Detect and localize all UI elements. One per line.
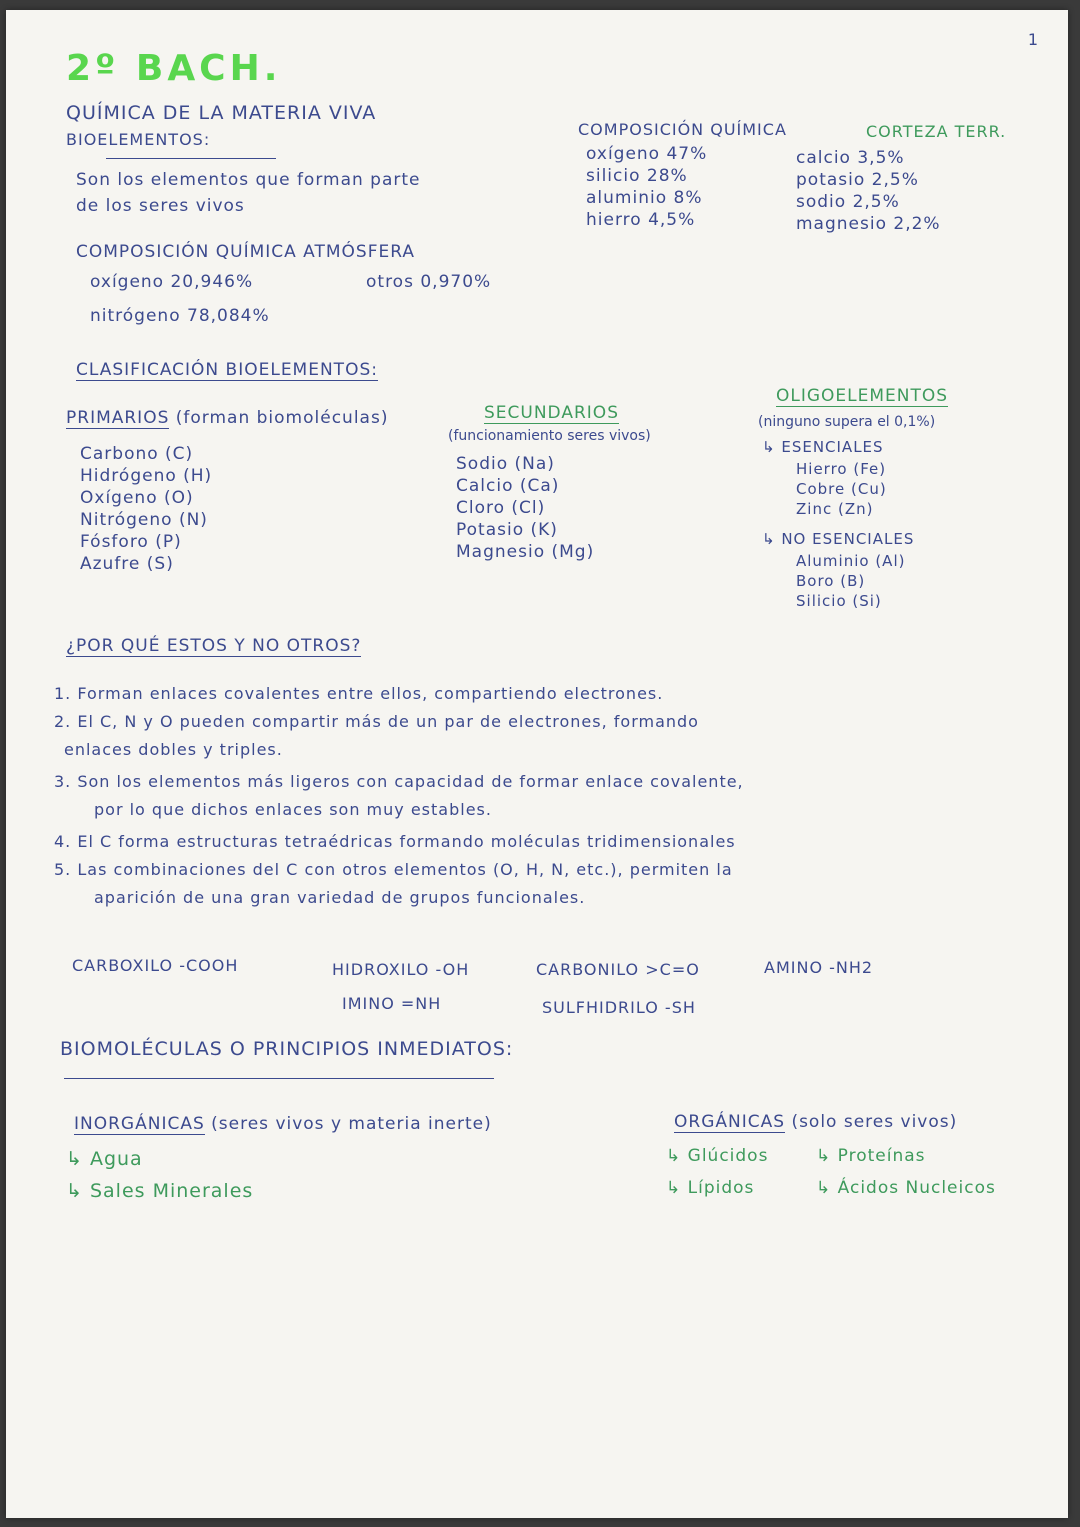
- corteza-list-2: [796, 148, 941, 236]
- list-item: Magnesio (Mg): [456, 542, 595, 562]
- list-item: Sodio (Na): [456, 454, 555, 474]
- reason-item: 1. Forman enlaces covalentes entre ellos, compartiendo electrones.: [54, 684, 664, 703]
- no-esenciales-list: [796, 552, 905, 612]
- list-item: Calcio (Ca): [456, 476, 560, 496]
- page-number: 1: [1027, 30, 1038, 49]
- organicas-note: (solo seres vivos): [791, 1112, 958, 1132]
- list-item: ↳ Glúcidos: [666, 1146, 769, 1166]
- main-heading: QUÍMICA DE LA MATERIA VIVA: [66, 102, 377, 124]
- reason-item: 5. Las combinaciones del C con otros elementos (O, H, N, etc.), permiten la: [54, 860, 733, 879]
- esenciales-label: ↳ ESENCIALES: [762, 438, 884, 456]
- reason-item: enlaces dobles y triples.: [64, 740, 283, 759]
- grupo-carbonilo: CARBONILO >C=O: [536, 960, 700, 979]
- list-item: Carbono (C): [80, 444, 194, 464]
- grupo-sulfhidrilo: SULFHIDRILO -SH: [542, 998, 696, 1017]
- primarios-title: PRIMARIOS: [66, 408, 170, 428]
- primarios-list: [80, 444, 212, 576]
- bioelementos-definition-2: de los seres vivos: [76, 196, 245, 216]
- list-item: oxígeno 47%: [586, 144, 708, 164]
- list-item: Oxígeno (O): [80, 488, 194, 508]
- notebook-page: [6, 10, 1068, 1518]
- bioelementos-definition-1: Son los elementos que forman parte: [76, 170, 421, 190]
- grupo-imino: IMINO =NH: [342, 994, 442, 1013]
- list-item: hierro 4,5%: [586, 210, 696, 230]
- list-item: Hierro (Fe): [796, 460, 887, 478]
- atmosfera-otros: otros 0,970%: [366, 272, 492, 292]
- corteza-title-1: COMPOSICIÓN QUÍMICA: [578, 120, 787, 139]
- inorganicas-list: [66, 1148, 253, 1212]
- secundarios-list: [456, 454, 594, 564]
- clasificacion-title: CLASIFICACIÓN BIOELEMENTOS:: [76, 360, 378, 380]
- secundarios-title: SECUNDARIOS: [484, 403, 619, 423]
- organicas-list-1: [666, 1146, 768, 1210]
- reason-item: por lo que dichos enlaces son muy estables.: [94, 800, 492, 819]
- reason-item: 3. Son los elementos más ligeros con capacidad de formar enlace covalente,: [54, 772, 744, 791]
- oligoelementos-title: OLIGOELEMENTOS: [776, 386, 949, 406]
- primarios-heading: [66, 408, 388, 428]
- inorganicas-heading: [74, 1114, 492, 1134]
- list-item: Silicio (Si): [796, 592, 882, 610]
- reason-item: 2. El C, N y O pueden compartir más de un par de electrones, formando: [54, 712, 699, 731]
- organicas-title: ORGÁNICAS: [674, 1112, 786, 1132]
- corteza-list-1: [586, 144, 707, 232]
- list-item: sodio 2,5%: [796, 192, 900, 212]
- atmosfera-nitrogeno: nitrógeno 78,084%: [90, 306, 270, 326]
- porque-title: ¿POR QUÉ ESTOS Y NO OTROS?: [66, 636, 362, 656]
- list-item: silicio 28%: [586, 166, 688, 186]
- grupo-carboxilo: CARBOXILO -COOH: [72, 956, 239, 975]
- list-item: Cloro (Cl): [456, 498, 546, 518]
- reasons-list: [54, 684, 744, 916]
- list-item: Boro (B): [796, 572, 866, 590]
- corteza-title-2: CORTEZA TERR.: [866, 122, 1007, 141]
- list-item: Aluminio (Al): [796, 552, 906, 570]
- list-item: Azufre (S): [80, 554, 174, 574]
- secundarios-note: (funcionamiento seres vivos): [448, 428, 651, 444]
- grupo-amino: AMINO -NH2: [764, 958, 874, 977]
- bioelementos-title: BIOELEMENTOS:: [66, 130, 211, 149]
- list-item: ↳ Sales Minerales: [66, 1180, 254, 1202]
- grupo-hidroxilo: HIDROXILO -OH: [332, 960, 470, 979]
- inorganicas-note: (seres vivos y materia inerte): [211, 1114, 492, 1134]
- atmosfera-title: COMPOSICIÓN QUÍMICA ATMÓSFERA: [76, 242, 415, 262]
- underline: [106, 158, 276, 159]
- list-item: Fósforo (P): [80, 532, 182, 552]
- list-item: ↳ Lípidos: [666, 1178, 755, 1198]
- list-item: Zinc (Zn): [796, 500, 874, 518]
- list-item: Hidrógeno (H): [80, 466, 213, 486]
- list-item: Nitrógeno (N): [80, 510, 208, 530]
- list-item: magnesio 2,2%: [796, 214, 941, 234]
- list-item: Potasio (K): [456, 520, 558, 540]
- no-esenciales-label: ↳ NO ESENCIALES: [762, 530, 915, 548]
- oligoelementos-note: (ninguno supera el 0,1%): [758, 414, 936, 430]
- list-item: ↳ Proteínas: [816, 1146, 926, 1166]
- list-item: ↳ Ácidos Nucleicos: [816, 1178, 996, 1198]
- list-item: calcio 3,5%: [796, 148, 905, 168]
- page-title: 2º BACH.: [66, 48, 282, 89]
- primarios-note: (forman biomoléculas): [175, 408, 389, 428]
- list-item: potasio 2,5%: [796, 170, 919, 190]
- atmosfera-oxigeno: oxígeno 20,946%: [90, 272, 254, 292]
- reason-item: aparición de una gran variedad de grupos funcionales.: [94, 888, 586, 907]
- list-item: ↳ Agua: [66, 1148, 143, 1170]
- list-item: aluminio 8%: [586, 188, 703, 208]
- organicas-heading: [674, 1112, 957, 1132]
- biomoleculas-title: BIOMOLÉCULAS O PRINCIPIOS INMEDIATOS:: [60, 1038, 514, 1060]
- underline: [64, 1078, 494, 1079]
- esenciales-list: [796, 460, 887, 520]
- organicas-list-2: [816, 1146, 996, 1210]
- list-item: Cobre (Cu): [796, 480, 887, 498]
- inorganicas-title: INORGÁNICAS: [74, 1114, 205, 1134]
- reason-item: 4. El C forma estructuras tetraédricas formando moléculas tridimensionales: [54, 832, 736, 851]
